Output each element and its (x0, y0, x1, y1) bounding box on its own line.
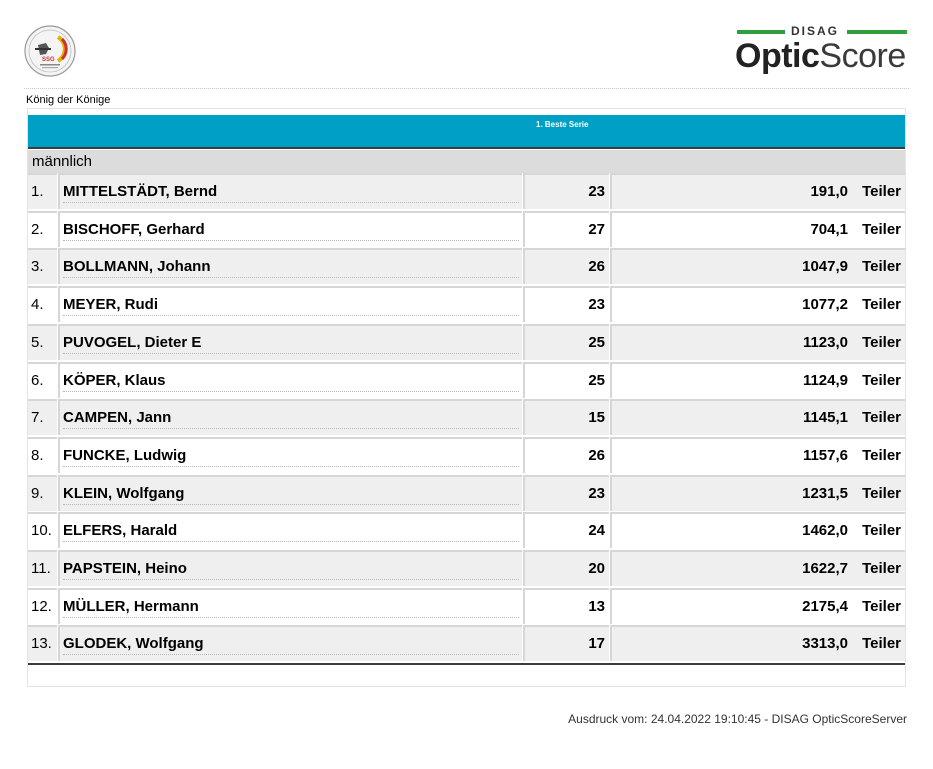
rank-cell (28, 286, 57, 322)
name-cell (58, 475, 522, 511)
shooter-name: MÜLLER, Hermann (63, 597, 199, 615)
rank: 2. (31, 220, 44, 238)
teiler-value: 1123,0 (802, 333, 848, 351)
teiler-value: 1047,9 (802, 258, 848, 276)
rank-cell (28, 588, 57, 624)
rank-cell (28, 550, 57, 586)
rank: 1. (31, 183, 44, 200)
dotted-underline (63, 504, 519, 505)
best-series: 24 (588, 522, 605, 540)
name-cell (58, 362, 522, 398)
shooter-name: KÖPER, Klaus (63, 371, 166, 389)
series-cell (523, 550, 609, 586)
table-row (28, 362, 905, 398)
teiler-cell (610, 588, 905, 624)
name-cell (58, 588, 522, 624)
series-cell (523, 437, 609, 473)
table-row (28, 550, 905, 586)
teiler-cell (610, 173, 905, 209)
teiler-unit: Teiler (862, 371, 901, 389)
rank-cell (28, 475, 57, 511)
rank: 9. (31, 484, 44, 502)
teiler-unit: Teiler (862, 560, 901, 577)
rank-cell (28, 324, 57, 360)
dotted-underline (63, 541, 519, 542)
brand-name (735, 38, 907, 74)
best-series: 23 (588, 484, 605, 502)
rank: 6. (31, 371, 44, 389)
dotted-underline (63, 315, 519, 316)
dotted-underline (63, 579, 519, 580)
dotted-underline (63, 617, 519, 618)
series-cell (523, 475, 609, 511)
best-series: 26 (588, 258, 605, 276)
table-row (28, 248, 905, 284)
shooter-name: GLODEK, Wolfgang (63, 635, 204, 653)
report-title: König der Könige (26, 94, 111, 106)
teiler-value: 1124,9 (802, 371, 848, 389)
table-row (28, 512, 905, 548)
table-row (28, 437, 905, 473)
name-cell (58, 211, 522, 247)
dotted-underline (63, 240, 519, 241)
dotted-underline (63, 353, 519, 354)
rank-cell (28, 362, 57, 398)
series-cell (523, 362, 609, 398)
best-series: 23 (588, 183, 605, 200)
rank-cell (28, 211, 57, 247)
name-cell (58, 512, 522, 548)
shooter-name: CAMPEN, Jann (63, 409, 172, 427)
shooter-name: MITTELSTÄDT, Bernd (63, 183, 218, 200)
series-cell (523, 286, 609, 322)
column-header-beste-serie: 1. Beste Serie (536, 120, 589, 129)
table-row (28, 211, 905, 247)
best-series: 15 (588, 409, 605, 427)
series-cell (523, 625, 609, 661)
best-series: 25 (588, 333, 605, 351)
rank-cell (28, 437, 57, 473)
table-row (28, 475, 905, 511)
teiler-unit: Teiler (862, 183, 901, 200)
name-cell (58, 399, 522, 435)
teiler-value: 1145,1 (802, 409, 848, 427)
teiler-cell (610, 248, 905, 284)
rank-cell (28, 399, 57, 435)
print-footer: Ausdruck vom: 24.04.2022 19:10:45 - DISAG OpticScoreServer (568, 712, 907, 726)
dotted-underline (63, 654, 519, 655)
best-series: 27 (588, 220, 605, 238)
name-cell (58, 550, 522, 586)
teiler-cell (610, 437, 905, 473)
teiler-unit: Teiler (862, 484, 901, 502)
name-cell (58, 248, 522, 284)
teiler-unit: Teiler (862, 409, 901, 427)
shooter-name: KLEIN, Wolfgang (63, 484, 185, 502)
teiler-value: 3313,0 (802, 635, 848, 653)
header-divider (24, 88, 909, 89)
teiler-value: 1462,0 (802, 522, 848, 540)
teiler-cell (610, 550, 905, 586)
rank-cell (28, 512, 57, 548)
table-row (28, 625, 905, 661)
table-row (28, 588, 905, 624)
rank-cell (28, 173, 57, 209)
teiler-cell (610, 512, 905, 548)
shooter-name: PAPSTEIN, Heino (63, 560, 187, 577)
brand-logo (735, 24, 907, 76)
rank: 12. (31, 597, 52, 615)
dotted-underline (63, 391, 519, 392)
dotted-underline (63, 466, 519, 467)
shooter-name: FUNCKE, Ludwig (63, 446, 187, 464)
teiler-cell (610, 324, 905, 360)
table-row (28, 399, 905, 435)
brand-bar-left (737, 30, 785, 34)
dotted-underline (63, 202, 519, 203)
group-label: männlich (32, 153, 93, 170)
series-cell (523, 512, 609, 548)
best-series: 26 (588, 446, 605, 464)
teiler-cell (610, 286, 905, 322)
teiler-cell (610, 211, 905, 247)
rank: 7. (31, 409, 44, 427)
shooter-name: BISCHOFF, Gerhard (63, 220, 205, 238)
teiler-cell (610, 625, 905, 661)
rank: 8. (31, 446, 44, 464)
best-series: 17 (588, 635, 605, 653)
name-cell (58, 286, 522, 322)
name-cell (58, 625, 522, 661)
rank: 13. (31, 635, 52, 653)
series-cell (523, 588, 609, 624)
teiler-value: 2175,4 (802, 597, 848, 615)
table-row (28, 324, 905, 360)
rank: 11. (31, 560, 51, 577)
teiler-unit: Teiler (862, 522, 901, 540)
teiler-value: 1077,2 (802, 296, 848, 314)
teiler-unit: Teiler (862, 220, 901, 238)
name-cell (58, 324, 522, 360)
dotted-underline (63, 277, 519, 278)
rank: 3. (31, 258, 44, 276)
club-logo-text: SSG (42, 57, 55, 63)
best-series: 23 (588, 296, 605, 314)
teiler-unit: Teiler (862, 597, 901, 615)
shooter-name: PUVOGEL, Dieter E (63, 333, 202, 351)
shooter-name: MEYER, Rudi (63, 296, 159, 314)
teiler-unit: Teiler (862, 333, 901, 351)
teiler-cell (610, 399, 905, 435)
table-row (28, 286, 905, 322)
teiler-cell (610, 362, 905, 398)
teiler-value: 1622,7 (802, 560, 848, 577)
teiler-value: 704,1 (810, 220, 848, 238)
club-logo (24, 25, 76, 77)
best-series: 25 (588, 371, 605, 389)
group-row (28, 150, 905, 173)
teiler-unit: Teiler (862, 258, 901, 276)
rank-cell (28, 625, 57, 661)
teiler-unit: Teiler (862, 635, 901, 653)
dotted-underline (63, 428, 519, 429)
teiler-value: 1231,5 (802, 484, 848, 502)
series-cell (523, 248, 609, 284)
brand-name-bold: Optic (735, 37, 820, 75)
brand-name-light: Score (819, 37, 906, 75)
brand-top-text: DISAG (791, 24, 840, 38)
table-row (28, 173, 905, 209)
series-cell (523, 211, 609, 247)
teiler-value: 1157,6 (802, 446, 848, 464)
shooter-name: ELFERS, Harald (63, 522, 178, 540)
series-cell (523, 399, 609, 435)
best-series: 13 (588, 597, 605, 615)
rank-cell (28, 248, 57, 284)
teiler-cell (610, 475, 905, 511)
series-cell (523, 173, 609, 209)
shooter-name: BOLLMANN, Johann (63, 258, 211, 276)
name-cell (58, 437, 522, 473)
name-cell (58, 173, 522, 209)
rank: 10. (31, 522, 52, 540)
brand-bar-right (847, 30, 907, 34)
rank: 5. (31, 333, 44, 351)
series-cell (523, 324, 609, 360)
table-header (28, 115, 905, 149)
table-bottom-rule (28, 663, 905, 665)
teiler-unit: Teiler (862, 296, 901, 314)
teiler-value: 191,0 (810, 183, 848, 200)
best-series: 20 (588, 560, 605, 577)
teiler-unit: Teiler (862, 446, 901, 464)
rank: 4. (31, 296, 44, 314)
